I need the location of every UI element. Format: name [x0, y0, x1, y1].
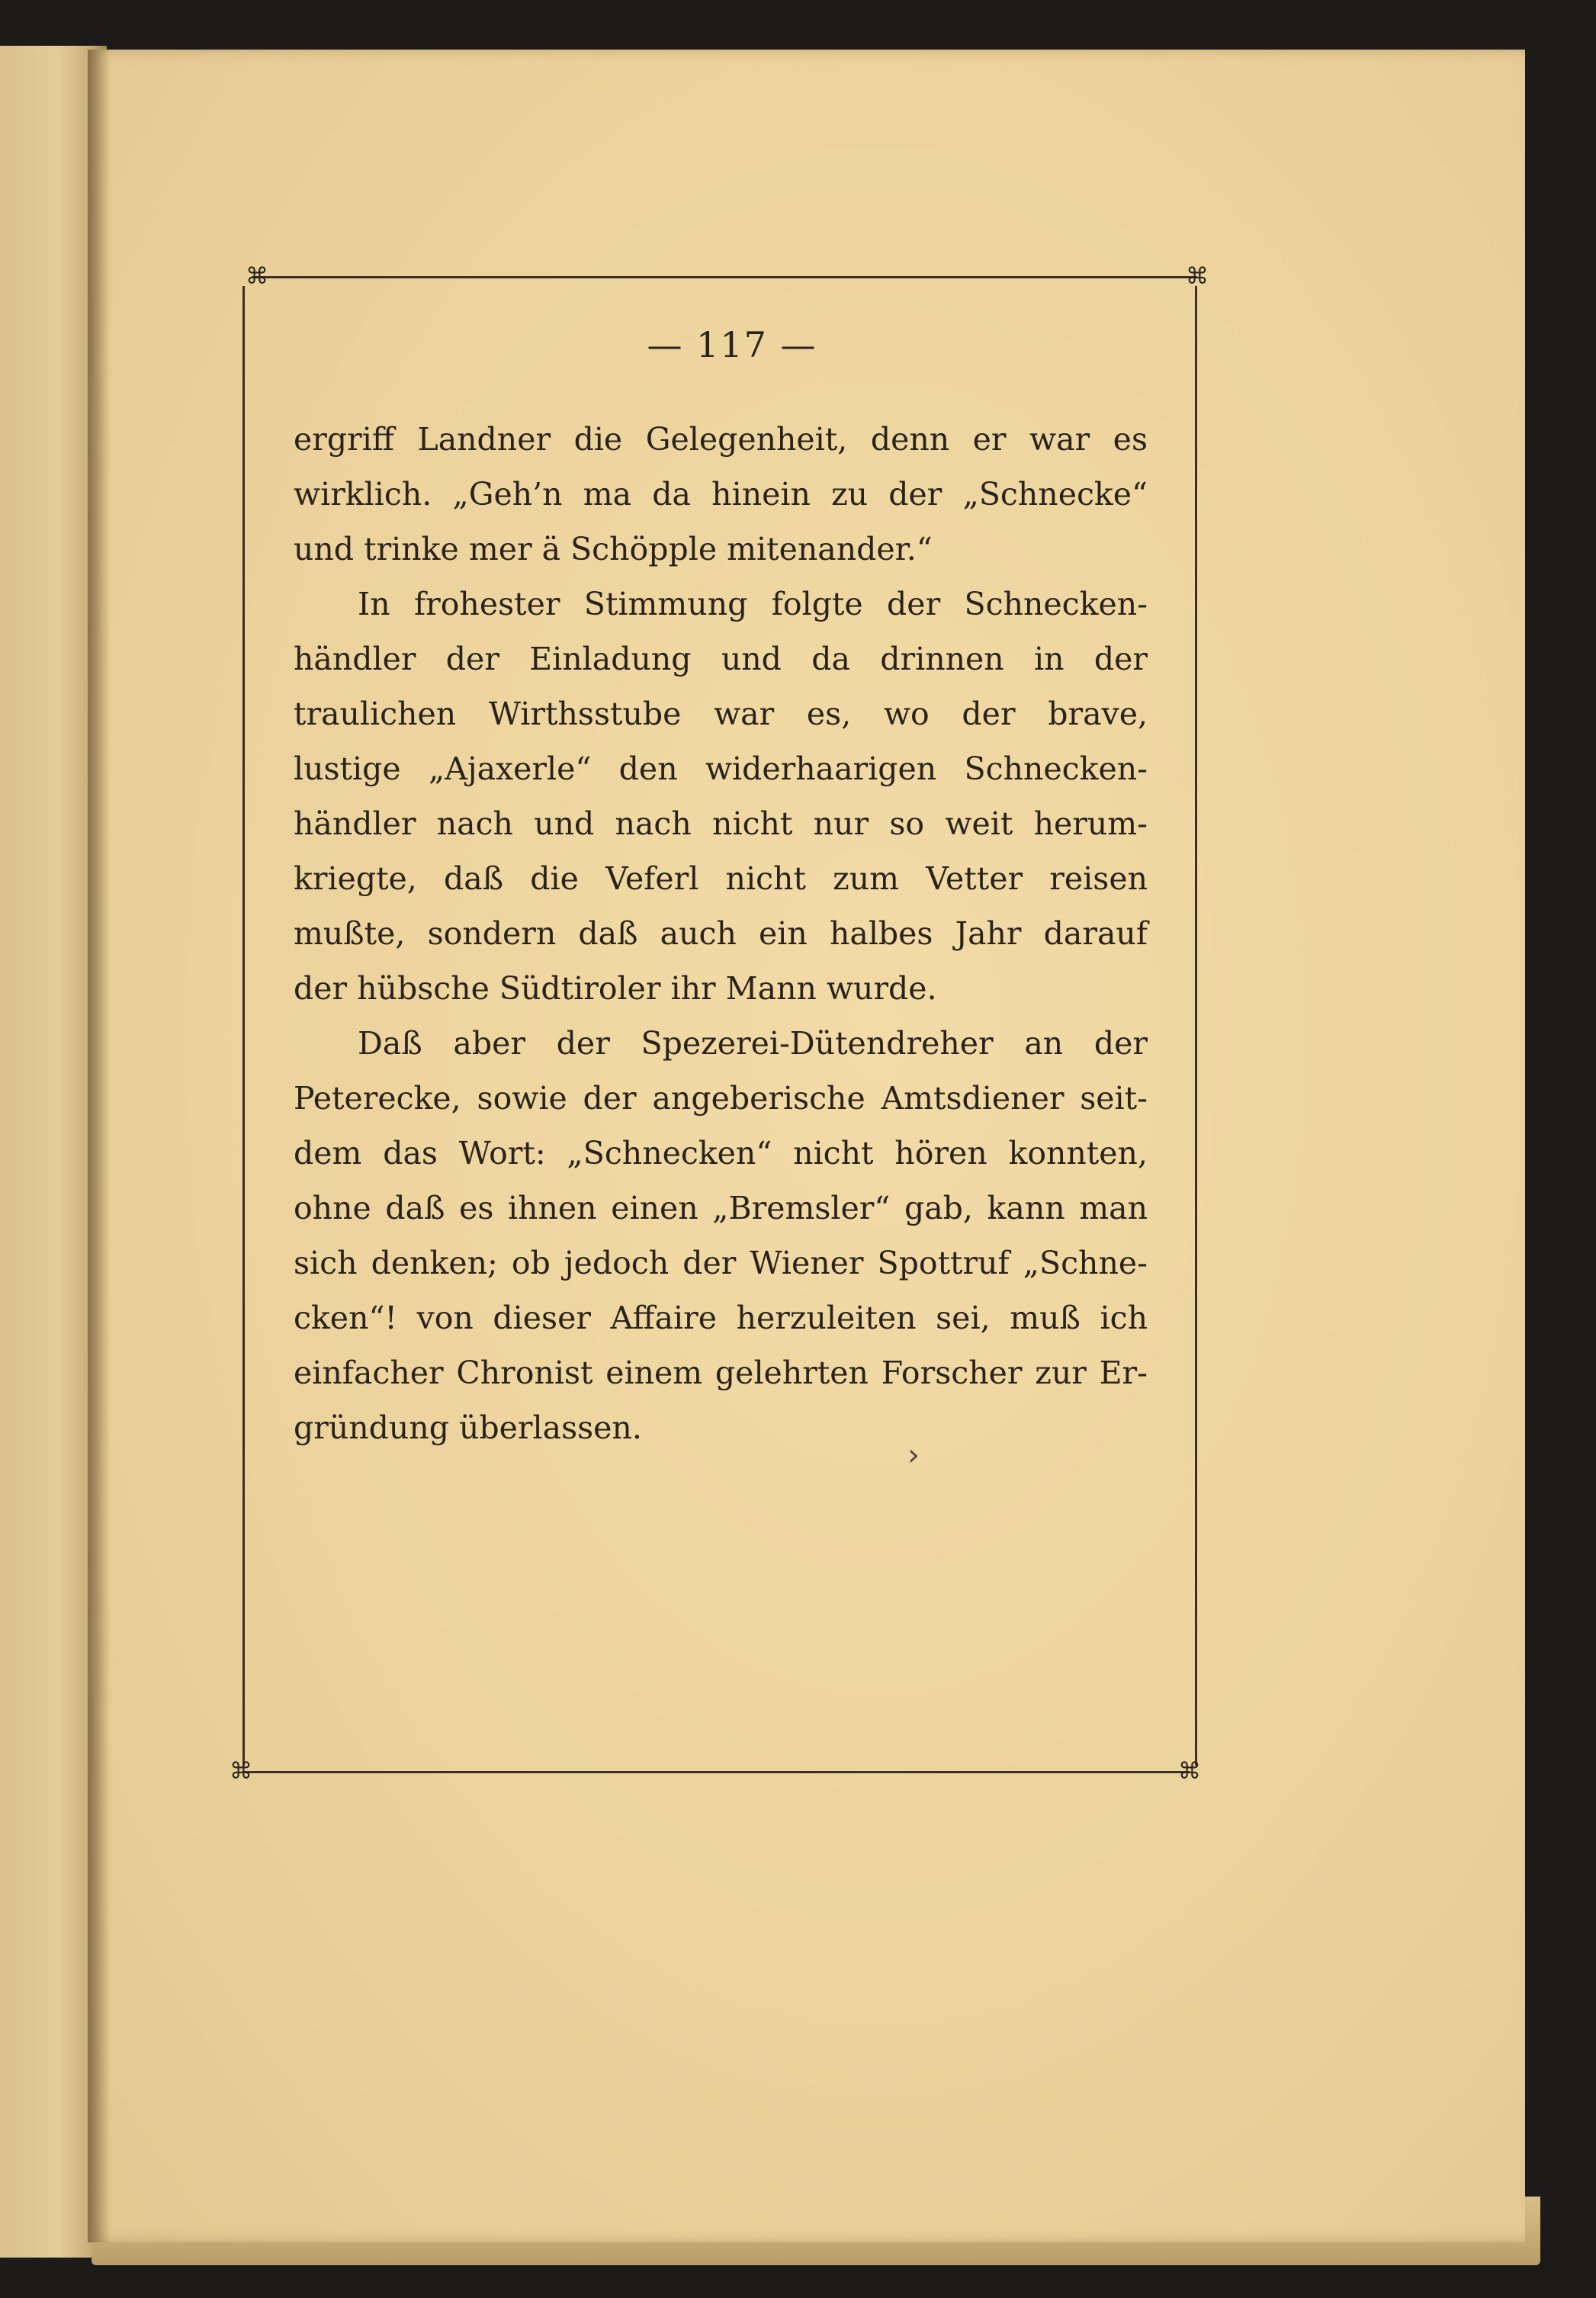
text-line: händler nach und nach nicht nur so weit herum- [294, 805, 1148, 842]
text-line: Daß aber der Spezerei-Dütendreher an der [358, 1025, 1148, 1062]
text-line: und trinke mer ä Schöpple mitenander.“ [294, 531, 933, 567]
frame-corner-ornament-bottom-right: ⌘ [1178, 1758, 1201, 1785]
text-line: wirklich. „Geh’n ma da hinein zu der „Schnecke“ [294, 476, 1148, 513]
paragraph-1 [294, 412, 1148, 577]
text-line: lustige „Ajaxerle“ den widerhaarigen Schnecken- [294, 750, 1148, 787]
frame-left-rule [242, 286, 245, 1766]
text-line: dem das Wort: „Schnecken“ nicht hören konnten, [294, 1135, 1148, 1171]
text-line: ergriff Landner die Gelegenheit, denn er war es [294, 421, 1148, 458]
text-line: sich denken; ob jedoch der Wiener Spottruf „Schne- [294, 1245, 1148, 1281]
frame-bottom-rule [242, 1771, 1190, 1773]
paragraph-2 [294, 577, 1148, 1016]
text-line: mußte, sondern daß auch ein halbes Jahr darauf [294, 915, 1148, 952]
page-gutter-shadow [88, 50, 111, 2242]
body-text [294, 412, 1148, 1455]
text-line: kriegte, daß die Veferl nicht zum Vetter reisen [294, 860, 1148, 897]
page-number: — 117 — [647, 324, 817, 365]
frame-corner-ornament-top-left: ⌘ [246, 263, 268, 290]
frame-corner-ornament-bottom-left: ⌘ [230, 1758, 252, 1785]
text-line: gründung überlassen. [294, 1409, 642, 1446]
text-line: der hübsche Südtiroler ihr Mann wurde. [294, 970, 937, 1007]
paragraph-3 [294, 1016, 1148, 1455]
frame-right-rule [1195, 286, 1197, 1766]
text-line: Peterecke, sowie der angeberische Amtsdiener seit- [294, 1080, 1148, 1117]
frame-top-rule [252, 276, 1197, 278]
text-line: ohne daß es ihnen einen „Bremsler“ gab, kann man [294, 1190, 1148, 1226]
pencil-mark: › [907, 1438, 920, 1473]
text-line: einfacher Chronist einem gelehrten Forscher zur Er- [294, 1355, 1148, 1391]
text-line: traulichen Wirthsstube war es, wo der brave, [294, 696, 1148, 732]
text-line: händler der Einladung und da drinnen in der [294, 641, 1148, 677]
text-line: cken“! von dieser Affaire herzuleiten sei, muß ich [294, 1300, 1148, 1336]
text-line: In frohester Stimmung folgte der Schnecken- [358, 586, 1148, 622]
frame-corner-ornament-top-right: ⌘ [1186, 263, 1209, 290]
